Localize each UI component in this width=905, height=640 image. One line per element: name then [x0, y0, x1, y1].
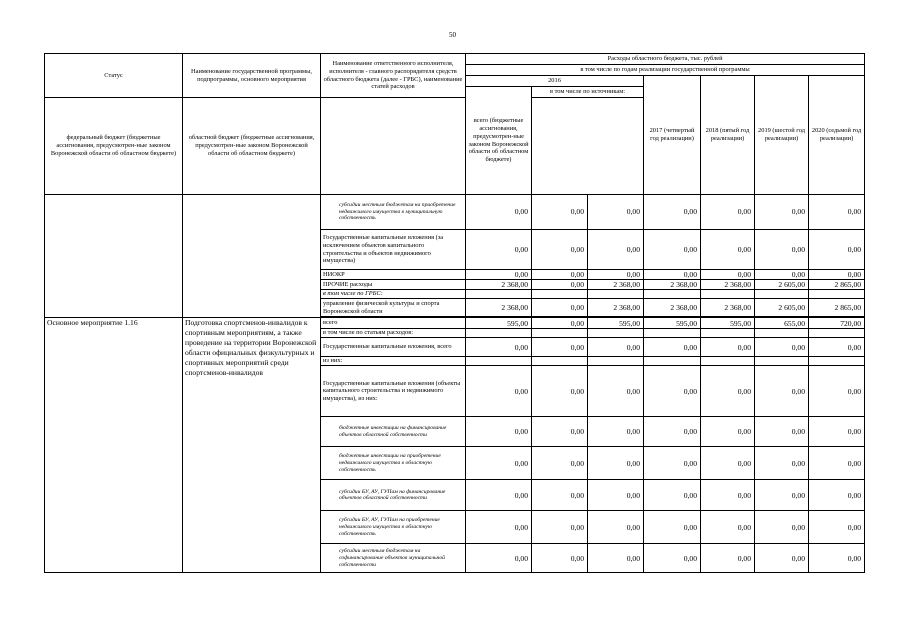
row-value: 0,00	[809, 270, 865, 280]
row-value: 0,00	[809, 480, 865, 511]
row-value: 0,00	[532, 511, 588, 544]
of-them-label: из них:	[321, 357, 466, 366]
header-2018: 2018 (пятый год реализации)	[701, 76, 755, 195]
total-row-label: всего	[321, 318, 466, 329]
header-by-years: в том числе по годам реализации государственной программы	[466, 65, 865, 76]
row-value: 0,00	[809, 195, 865, 230]
total-value: 655,00	[755, 318, 809, 329]
name-cell-empty	[183, 195, 321, 318]
row-value: 0,00	[466, 511, 532, 544]
total-value: 595,00	[701, 318, 755, 329]
row-value: 2 368,00	[588, 280, 644, 290]
row-value: 0,00	[701, 544, 755, 573]
header-federal: федеральный бюджет (бюджетные ассигнования, предусмотрен-ные законом Воронежской области об областном бюджете)	[45, 98, 183, 195]
status-cell-empty	[45, 195, 183, 318]
capital-total-label: Государственные капитальные вложения, всего	[321, 338, 466, 357]
row-value: 0,00	[532, 270, 588, 280]
row-label: НИОКР	[321, 270, 466, 280]
row-value: 0,00	[701, 270, 755, 280]
row-value: 0,00	[588, 447, 644, 480]
header-expenses-title: Расходы областного бюджета, тыс. рублей	[466, 54, 865, 65]
capital-total-value: 0,00	[701, 338, 755, 357]
row-value: 0,00	[809, 417, 865, 447]
row-value: 2 368,00	[644, 280, 701, 290]
row-label: субсидии БУ, АУ, ГУПам на приобретение недвижимого имущества в областную собственность	[321, 511, 466, 544]
row-value: 0,00	[466, 480, 532, 511]
header-program-name: Наименование государственной программы, подпрограммы, основного мероприятия	[183, 54, 321, 98]
grbs-value: 2 368,00	[701, 299, 755, 317]
row-value: 0,00	[466, 230, 532, 270]
row-value: 0,00	[532, 280, 588, 290]
total-value: 595,00	[644, 318, 701, 329]
row-value: 0,00	[466, 447, 532, 480]
row-label: бюджетные инвестиции на приобретение недвижимого имущества в областную собственность	[321, 447, 466, 480]
row-value: 0,00	[532, 480, 588, 511]
measure-status: Основное мероприятие 1.16	[45, 318, 183, 573]
row-value: 0,00	[701, 480, 755, 511]
capital-total-value: 0,00	[809, 338, 865, 357]
header-total: всего (бюджетные ассигнования, предусмотрен-ные законом Воронежской области об областном бюджете)	[466, 87, 532, 195]
row-value: 0,00	[701, 195, 755, 230]
grbs-value: 2 865,00	[809, 299, 865, 317]
grbs-value: 0,00	[532, 299, 588, 317]
row-value: 0,00	[755, 366, 809, 417]
row-value: 0,00	[644, 195, 701, 230]
header-2019: 2019 (шестой год реализации)	[755, 76, 809, 195]
row-value: 0,00	[532, 544, 588, 573]
row-value: 0,00	[809, 366, 865, 417]
row-value: 0,00	[755, 544, 809, 573]
row-value: 0,00	[644, 417, 701, 447]
row-value: 0,00	[588, 417, 644, 447]
row-value: 0,00	[809, 447, 865, 480]
row-value: 0,00	[588, 511, 644, 544]
row-value: 0,00	[466, 195, 532, 230]
capital-total-value: 0,00	[588, 338, 644, 357]
row-value: 0,00	[755, 230, 809, 270]
row-value: 0,00	[466, 270, 532, 280]
row-value: 2 605,00	[755, 280, 809, 290]
row-value: 0,00	[755, 417, 809, 447]
grbs-value: 2 368,00	[466, 299, 532, 317]
row-value: 0,00	[588, 366, 644, 417]
row-value: 0,00	[809, 230, 865, 270]
row-label: субсидии местным бюджетам на софинансирование объектов муниципальной собственности	[321, 544, 466, 573]
row-value: 0,00	[532, 417, 588, 447]
header-2020: 2020 (седьмой год реализации)	[809, 76, 865, 195]
total-value: 720,00	[809, 318, 865, 329]
row-label: ПРОЧИЕ расходы	[321, 280, 466, 290]
row-value: 0,00	[532, 366, 588, 417]
by-articles-label: в том числе по статьям расходов:	[321, 329, 466, 338]
row-value: 2 368,00	[701, 280, 755, 290]
grbs-value: 2 368,00	[644, 299, 701, 317]
total-value: 595,00	[588, 318, 644, 329]
row-value: 0,00	[701, 511, 755, 544]
grbs-value: 2 368,00	[588, 299, 644, 317]
row-value: 0,00	[755, 480, 809, 511]
row-value: 0,00	[588, 544, 644, 573]
row-value: 0,00	[644, 511, 701, 544]
row-value: 0,00	[532, 447, 588, 480]
row-value: 0,00	[588, 480, 644, 511]
header-2017: 2017 (четвертый год реализации)	[644, 76, 701, 195]
row-value: 0,00	[466, 417, 532, 447]
row-value: 0,00	[466, 366, 532, 417]
row-value: 0,00	[701, 230, 755, 270]
measure-name: Подготовка спортсменов-инвалидов к спортивным мероприятиям, а также проведение на территории Воронежской области официальных физкультурных и спортивных мероприятий среди спортсменов-инвалидов	[183, 318, 321, 573]
row-label: Государственные капитальные вложения (объекты капитального строительства и недвижимого имущества), из них:	[321, 366, 466, 417]
row-label: субсидии БУ, АУ, ГУПам на финансирование объектов областной собственности	[321, 480, 466, 511]
header-responsible: Наименование ответственного исполнителя, исполнителя - главного распорядителя средств областного бюджета (далее - ГРБС), наименование статей расходов	[321, 54, 466, 98]
row-value: 0,00	[588, 270, 644, 280]
row-label: Государственные капитальные вложения (за исключением объектов капитального строительства и объектов недвижимого имущества)	[321, 230, 466, 270]
row-value: 0,00	[809, 544, 865, 573]
header-by-sources: в том числе по источникам:	[532, 87, 644, 98]
row-value: 0,00	[701, 417, 755, 447]
row-value: 0,00	[701, 366, 755, 417]
row-value: 2 865,00	[809, 280, 865, 290]
row-value: 0,00	[701, 447, 755, 480]
capital-total-value: 0,00	[532, 338, 588, 357]
header-year-2016: 2016	[466, 76, 644, 87]
row-value: 2 368,00	[466, 280, 532, 290]
total-value: 595,00	[466, 318, 532, 329]
row-value: 0,00	[532, 230, 588, 270]
row-value: 0,00	[755, 447, 809, 480]
row-value: 0,00	[466, 544, 532, 573]
grbs-row-label: управление физической культуры и спорта Воронежской области	[321, 299, 466, 317]
row-value: 0,00	[644, 544, 701, 573]
capital-total-value: 0,00	[755, 338, 809, 357]
total-value: 0,00	[532, 318, 588, 329]
grbs-value: 2 605,00	[755, 299, 809, 317]
capital-total-value: 0,00	[644, 338, 701, 357]
row-value: 0,00	[755, 511, 809, 544]
row-value: 0,00	[644, 480, 701, 511]
row-value: 0,00	[588, 195, 644, 230]
capital-total-value: 0,00	[466, 338, 532, 357]
row-value: 0,00	[809, 511, 865, 544]
header-status: Статус	[45, 54, 183, 98]
row-value: 0,00	[755, 195, 809, 230]
row-value: 0,00	[755, 270, 809, 280]
row-value: 0,00	[588, 230, 644, 270]
row-value: 0,00	[644, 447, 701, 480]
budget-table	[44, 53, 865, 573]
row-value: 0,00	[532, 195, 588, 230]
header-regional: областной бюджет (бюджетные ассигнования, предусмотрен-ные законом Воронежской области об областном бюджете)	[183, 98, 321, 195]
page-number: 50	[449, 31, 456, 39]
row-label: бюджетные инвестиции на финансирование объектов областной собственности	[321, 417, 466, 447]
grbs-label: в том числе по ГРБС:	[321, 290, 466, 299]
row-label: субсидии местным бюджетам на приобретение недвижимого имущества в муниципальную собственность	[321, 195, 466, 230]
row-value: 0,00	[644, 366, 701, 417]
row-value: 0,00	[644, 230, 701, 270]
row-value: 0,00	[644, 270, 701, 280]
